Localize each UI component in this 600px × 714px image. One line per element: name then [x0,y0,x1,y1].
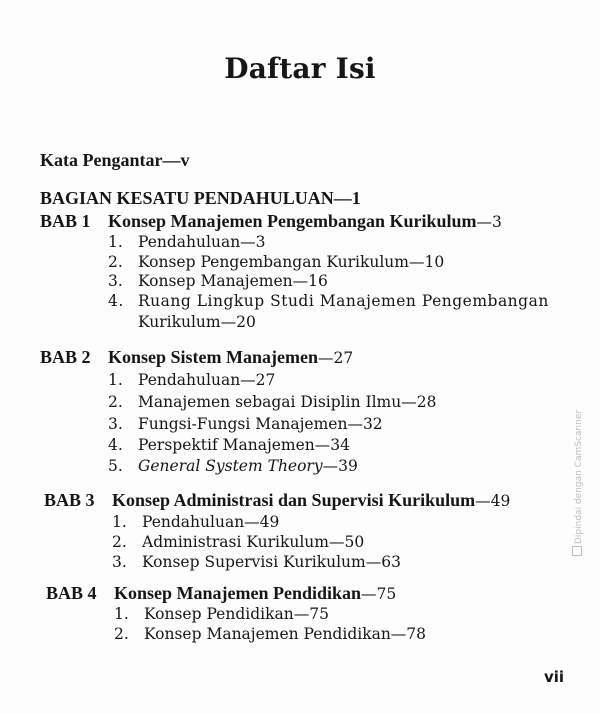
toc-item [108,414,383,434]
toc-chapter-2 [40,347,353,368]
chapter-2-label: BAB 2 [40,347,91,367]
toc-item [108,271,328,291]
item-number: 3. [112,553,127,571]
item-number: 2. [108,393,123,411]
page-title: Daftar Isi [224,52,376,85]
item-text: Pendahuluan—49 [142,513,280,531]
item-number: 1. [108,233,123,251]
toc-item [112,512,279,532]
toc-item [108,252,444,272]
toc-item [108,435,350,455]
item-text: Pendahuluan—3 [138,233,266,251]
toc-item-continuation: Kurikulum—20 [138,313,256,331]
item-text: Konsep Supervisi Kurikulum—63 [142,553,401,571]
item-text: Konsep Manajemen—16 [138,272,328,290]
toc-item [108,291,549,311]
toc-item [108,370,275,390]
chapter-1-page: —3 [476,213,502,231]
item-number: 3. [108,415,123,433]
toc-item [108,232,266,252]
item-text: Fungsi-Fungsi Manajemen—32 [138,415,383,433]
item-number: 4. [108,292,124,310]
toc-chapter-4 [46,583,396,604]
toc-item [108,392,436,412]
chapter-3-label: BAB 3 [44,490,95,510]
chapter-2-page: —27 [318,349,354,367]
toc-item [112,532,364,552]
item-number: 3. [108,272,123,290]
chapter-3-page: —49 [475,492,511,510]
item-number: 4. [108,436,123,454]
item-text: Ruang Lingkup Studi Manajemen Pengembangan [138,292,549,310]
chapter-4-page: —75 [361,585,397,603]
item-number: 1. [114,605,129,623]
item-text: Administrasi Kurikulum—50 [142,533,365,551]
toc-chapter-1 [40,211,502,232]
toc-chapter-3 [44,490,510,511]
item-number: 2. [112,533,127,551]
toc-front-matter: Kata Pengantar—v [40,150,190,170]
watermark-text: Dipindai dengan CamScanner [574,409,584,544]
item-text-suffix: —39 [322,457,358,475]
scanner-logo-icon [572,546,582,556]
item-number: 2. [114,625,129,643]
item-number: 5. [108,457,123,475]
chapter-1-label: BAB 1 [40,211,91,231]
toc-part-heading: BAGIAN KESATU PENDAHULUAN—1 [40,188,361,208]
scanner-watermark [572,406,586,556]
item-number: 2. [108,253,123,271]
item-number: 1. [112,513,127,531]
chapter-2-title: Konsep Sistem Manajemen [108,347,318,367]
toc-item [114,624,426,644]
chapter-4-title: Konsep Manajemen Pendidikan [114,583,362,603]
item-text: Konsep Pengembangan Kurikulum—10 [138,253,445,271]
item-text: Manajemen sebagai Disiplin Ilmu—28 [138,393,437,411]
toc-item [108,456,358,476]
item-text: Pendahuluan—27 [138,371,276,389]
item-text-italic: General System Theory [138,457,323,475]
chapter-4-label: BAB 4 [46,583,97,603]
item-number: 1. [108,371,123,389]
toc-item [112,552,401,572]
item-text: Konsep Manajemen Pendidikan—78 [144,625,427,643]
chapter-3-title: Konsep Administrasi dan Supervisi Kurikulum [112,490,476,510]
chapter-1-title: Konsep Manajemen Pengembangan Kurikulum [108,211,477,231]
page-number: vii [543,668,564,686]
toc-item [114,604,329,624]
item-text: Perspektif Manajemen—34 [138,436,350,454]
item-text: Konsep Pendidikan—75 [144,605,329,623]
